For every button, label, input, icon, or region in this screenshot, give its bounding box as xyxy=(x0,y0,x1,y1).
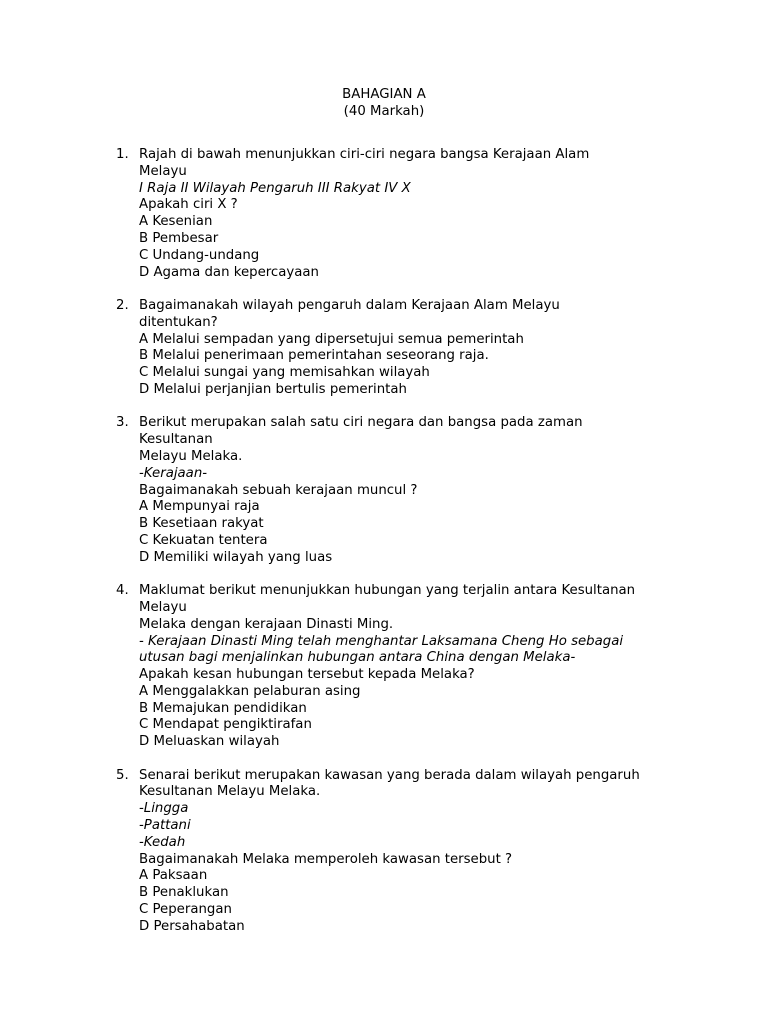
question-stem-line: Bagaimanakah wilayah pengaruh dalam Kerajaan Alam Melayu xyxy=(139,297,560,313)
question-number: 3. xyxy=(116,415,129,431)
answer-option: D Memiliki wilayah yang luas xyxy=(139,549,333,565)
question-stem-line: Melayu xyxy=(139,599,187,615)
answer-option: B Memajukan pendidikan xyxy=(139,700,307,716)
answer-option: B Kesetiaan rakyat xyxy=(139,516,264,532)
question-stem-line: Maklumat berikut menunjukkan hubungan yang terjalin antara Kesultanan xyxy=(139,583,636,599)
question-prompt: Apakah ciri X ? xyxy=(139,197,238,213)
question-number: 4. xyxy=(116,583,129,599)
answer-option: C Undang-undang xyxy=(139,247,260,263)
question-stimulus-line: -Pattani xyxy=(139,818,191,834)
answer-option: A Menggalakkan pelaburan asing xyxy=(139,683,361,699)
question-stem-line: ditentukan? xyxy=(139,314,218,330)
question-stem-line: Kesultanan Melayu Melaka. xyxy=(139,784,321,800)
question-item xyxy=(116,147,696,281)
section-marks: (40 Markah) xyxy=(343,103,425,119)
question-stimulus-line: -Kedah xyxy=(139,834,186,850)
answer-option: C Melalui sungai yang memisahkan wilayah xyxy=(139,365,430,381)
question-stem-line: Senarai berikut merupakan kawasan yang berada dalam wilayah pengaruh xyxy=(139,767,640,783)
answer-option: D Melalui perjanjian bertulis pemerintah xyxy=(139,381,407,397)
question-stimulus-line: - Kerajaan Dinasti Ming telah menghantar Laksamana Cheng Ho sebagai xyxy=(139,633,624,649)
question-stimulus-line: -Lingga xyxy=(139,801,189,817)
question-item xyxy=(116,583,696,751)
question-stem-line: Rajah di bawah menunjukkan ciri-ciri negara bangsa Kerajaan Alam xyxy=(139,147,590,162)
question-number: 2. xyxy=(116,297,129,313)
question-number: 1. xyxy=(116,147,129,162)
answer-option: C Mendapat pengiktirafan xyxy=(139,717,312,733)
answer-option: C Peperangan xyxy=(139,902,232,918)
answer-option: D Meluaskan wilayah xyxy=(139,734,280,750)
question-number: 5. xyxy=(116,767,129,783)
section-title: BAHAGIAN A xyxy=(342,87,426,102)
answer-option: A Melalui sempadan yang dipersetujui semua pemerintah xyxy=(139,331,524,347)
answer-option: B Melalui penerimaan pemerintahan seseorang raja. xyxy=(139,348,489,364)
question-list xyxy=(116,147,696,952)
answer-option: D Persahabatan xyxy=(139,918,245,934)
question-prompt: Bagaimanakah Melaka memperoleh kawasan tersebut ? xyxy=(139,851,513,867)
answer-option: B Pembesar xyxy=(139,230,219,246)
answer-option: A Mempunyai raja xyxy=(139,499,260,515)
question-stimulus-line: I Raja II Wilayah Pengaruh III Rakyat IV X xyxy=(139,180,411,196)
answer-option: A Kesenian xyxy=(139,214,213,230)
question-item xyxy=(116,768,696,936)
question-stem-line: Melayu xyxy=(139,163,187,179)
question-stem-line: Melaka dengan kerajaan Dinasti Ming. xyxy=(139,616,394,632)
answer-option: B Penaklukan xyxy=(139,885,229,901)
answer-option: A Paksaan xyxy=(139,868,208,884)
question-item xyxy=(116,298,696,399)
question-stimulus-line: utusan bagi menjalinkan hubungan antara China dengan Melaka- xyxy=(139,650,576,666)
question-stem-line: Berikut merupakan salah satu ciri negara dan bangsa pada zaman xyxy=(139,415,583,431)
question-stem-line: Melayu Melaka. xyxy=(139,448,243,464)
question-prompt: Apakah kesan hubungan tersebut kepada Melaka? xyxy=(139,667,475,683)
question-prompt: Bagaimanakah sebuah kerajaan muncul ? xyxy=(139,482,418,498)
question-item xyxy=(116,415,696,566)
question-stem-line: Kesultanan xyxy=(139,432,213,448)
question-stimulus-line: -Kerajaan- xyxy=(139,465,208,481)
section-header xyxy=(0,87,768,121)
answer-option: C Kekuatan tentera xyxy=(139,532,268,548)
answer-option: D Agama dan kepercayaan xyxy=(139,264,319,280)
